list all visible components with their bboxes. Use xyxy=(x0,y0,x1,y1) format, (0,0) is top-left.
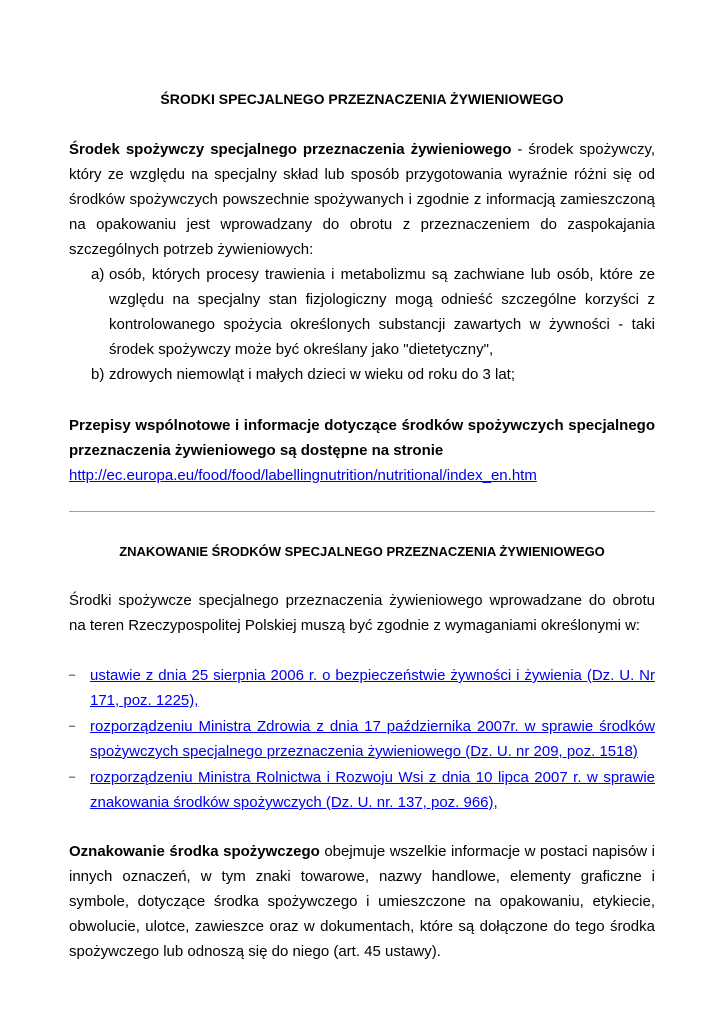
list-item-text: zdrowych niemowląt i małych dzieci w wieku od roku do 3 lat; xyxy=(109,366,516,383)
regulations-text: Przepisy wspólnotowe i informacje dotyczące środków spożywczych specjalnego przeznaczenia żywieniowego są dostępne na stronie xyxy=(69,417,655,459)
list-item-text: osób, których procesy trawienia i metabolizmu są zachwiane lub osób, które ze względu na specjalny stan fizjologiczny mogą odnieść szczególne korzyści z kontrolowanego spożycia określonych substancji zawartych w żywności - taki środek spożywczy może być określany jako "dietetyczny", xyxy=(109,266,655,358)
list-item xyxy=(91,262,655,362)
dash-bullet: – xyxy=(69,669,76,681)
list-item xyxy=(91,362,655,387)
list-item-label: a) xyxy=(91,266,105,283)
list-item-label: b) xyxy=(91,366,105,383)
list-item xyxy=(69,714,655,764)
labeling-text: obejmuje wszelkie informacje w postaci napisów i innych oznaczeń, w tym znaki towarowe, nazwy handlowe, elementy graficzne i symbole, dotyczące środka spożywczego i umieszczone na opakowaniu, etykiecie, obwolucie, ulotce, zawieszce oraz w dokumentach, które są dołączone do tego środka spożywczego lub odnoszą się do niego (art. 45 ustawy). xyxy=(69,843,655,960)
section-subtitle: ZNAKOWANIE ŚRODKÓW SPECJALNEGO PRZEZNACZENIA ŻYWIENIOWEGO xyxy=(119,544,605,559)
labeling-paragraph xyxy=(69,839,655,964)
regulation-links-list xyxy=(69,663,655,816)
definition-term: Środek spożywczy specjalnego przeznaczenia żywieniowego xyxy=(69,141,512,158)
section-title: ŚRODKI SPECJALNEGO PRZEZNACZENIA ŻYWIENIOWEGO xyxy=(160,91,564,107)
regulation-link-act[interactable]: ustawie z dnia 25 sierpnia 2006 r. o bezpieczeństwie żywności i żywienia (Dz. U. Nr 171, poz. 1225), xyxy=(90,667,655,709)
definition-text: - środek spożywczy, który ze względu na specjalny skład lub sposób przygotowania wyraźnie różni się od środków spożywczych powszechnie spożywanych i zgodnie z informacją zamieszczoną na opakowaniu jest wprowadzany do obrotu z przeznaczeniem do zaspokajania szczególnych potrzeb żywieniowych: xyxy=(69,141,655,258)
list-item xyxy=(69,765,655,815)
dash-bullet: – xyxy=(69,720,76,732)
dash-bullet: – xyxy=(69,771,76,783)
regulations-link[interactable]: http://ec.europa.eu/food/food/labellingnutrition/nutritional/index_en.htm xyxy=(69,467,537,484)
needs-list xyxy=(91,262,655,387)
regulations-paragraph xyxy=(69,413,655,488)
horizontal-divider xyxy=(69,511,655,512)
regulation-link-agriculture-ministry[interactable]: rozporządzeniu Ministra Rolnictwa i Rozwoju Wsi z dnia 10 lipca 2007 r. w sprawie znakowania środków spożywczych (Dz. U. nr. 137, poz. 966), xyxy=(90,769,655,811)
list-item xyxy=(69,663,655,713)
definition-paragraph xyxy=(69,137,655,262)
labeling-term: Oznakowanie środka spożywczego xyxy=(69,843,320,860)
intro-paragraph: Środki spożywcze specjalnego przeznaczenia żywieniowego wprowadzane do obrotu na teren Rzeczypospolitej Polskiej muszą być zgodnie z wymaganiami określonymi w: xyxy=(69,592,655,634)
regulation-link-health-ministry[interactable]: rozporządzeniu Ministra Zdrowia z dnia 17 października 2007r. w sprawie środków spożywczych specjalnego przeznaczenia żywieniowego (Dz. U. nr 209, poz. 1518) xyxy=(90,718,655,760)
